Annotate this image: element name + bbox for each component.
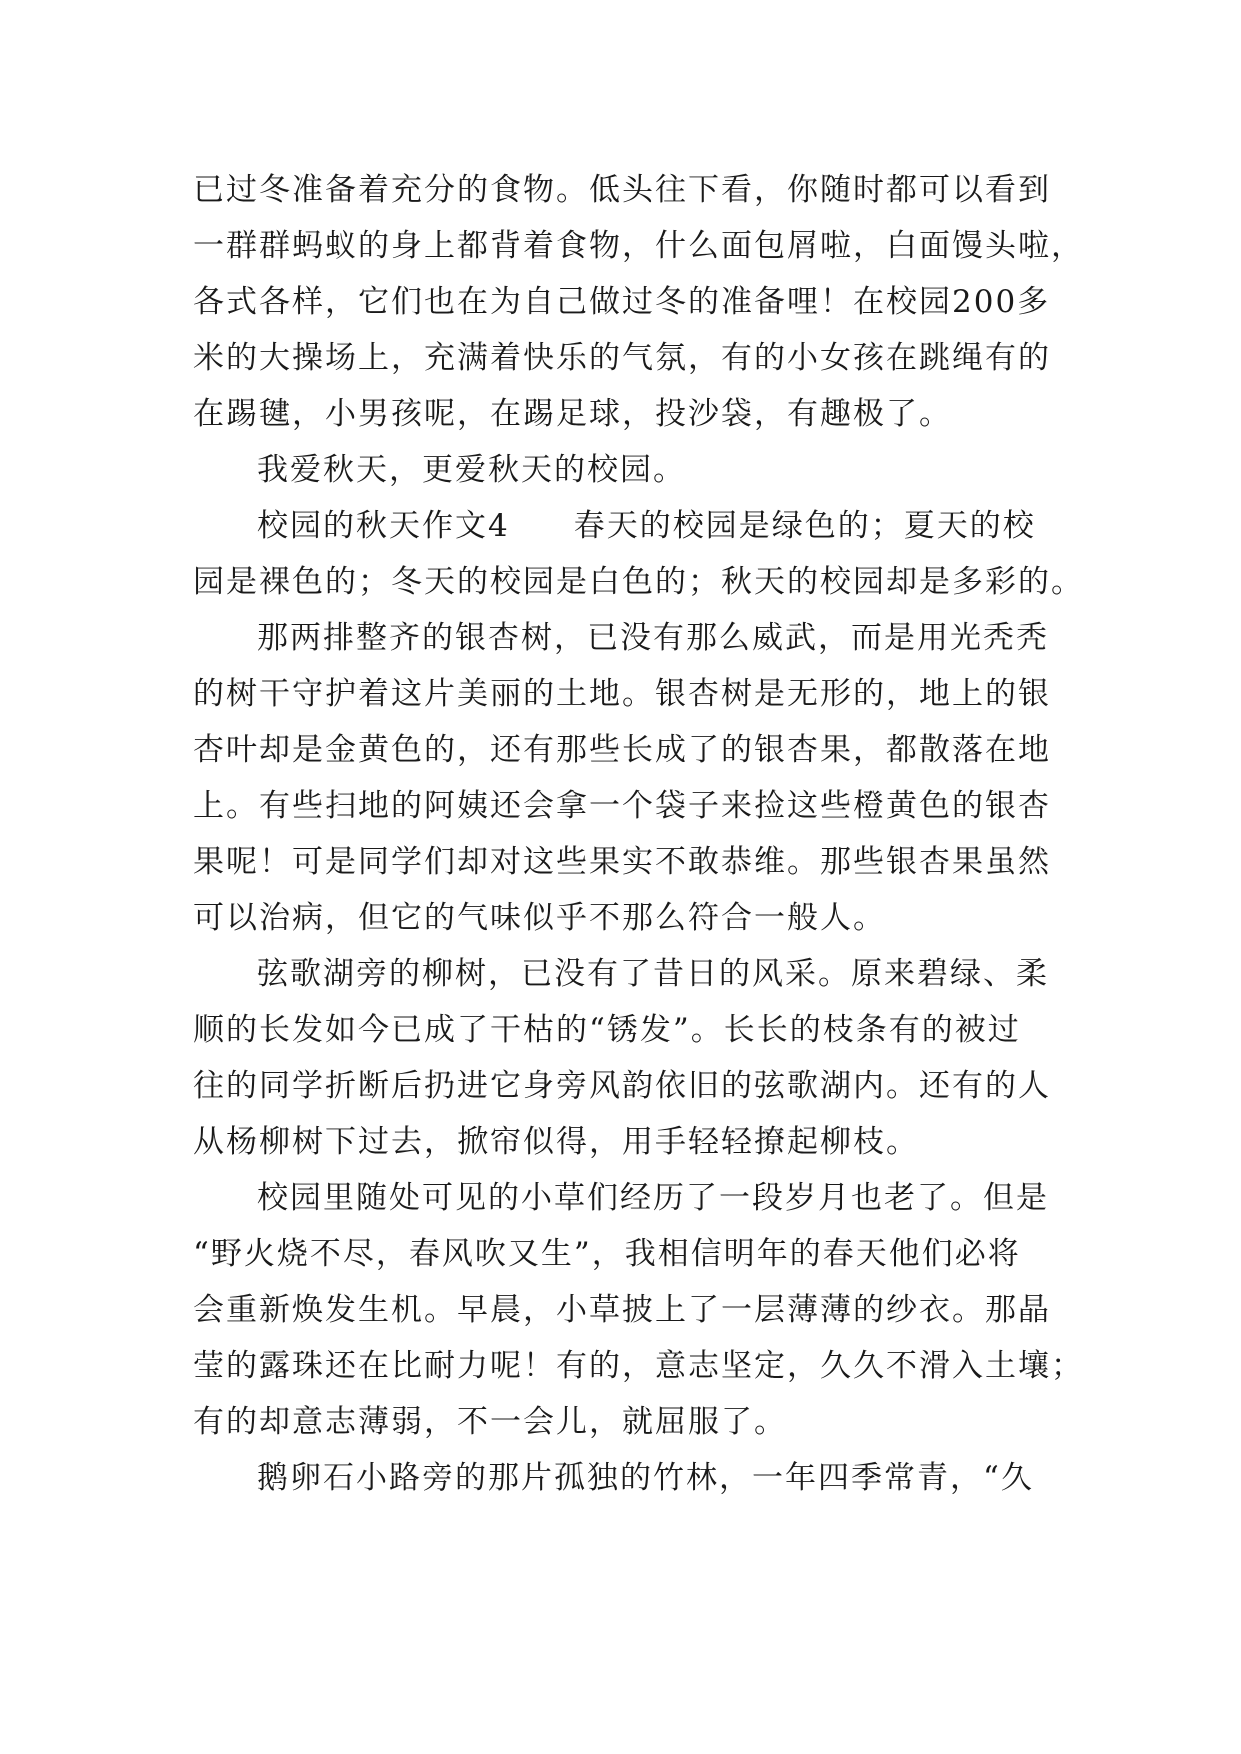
essay-title: 校园的秋天作文4 (257, 508, 510, 544)
text-line: 上。有些扫地的阿姨还会拿一个袋子来捡这些橙黄色的银杏 (193, 788, 1051, 824)
text-line: 在踢毽，小男孩呢，在踢足球，投沙袋，有趣极了。 (193, 396, 952, 432)
text-line: 园是裸色的；冬天的校园是白色的；秋天的校园却是多彩的。 (193, 564, 1084, 600)
text-line: 一群群蚂蚁的身上都背着食物，什么面包屑啦，白面馒头啦， (193, 228, 1084, 264)
text-line: 顺的长发如今已成了干枯的“锈发”。长长的枝条有的被过 (193, 1012, 1021, 1048)
text-line: 我爱秋天，更爱秋天的校园。 (257, 452, 686, 488)
essay-title-line (193, 498, 1048, 554)
text-line: 已过冬准备着充分的食物。低头往下看，你随时都可以看到 (193, 172, 1051, 208)
text-line: 会重新焕发生机。早晨，小草披上了一层薄薄的纱衣。那晶 (193, 1292, 1051, 1328)
text-line: 弦歌湖旁的柳树，已没有了昔日的风采。原来碧绿、柔 (257, 956, 1049, 992)
text-line: 校园里随处可见的小草们经历了一段岁月也老了。但是 (257, 1180, 1049, 1216)
text-line: 杏叶却是金黄色的，还有那些长成了的银杏果，都散落在地 (193, 732, 1051, 768)
text-line: 的树干守护着这片美丽的土地。银杏树是无形的，地上的银 (193, 676, 1051, 712)
text-line: 从杨柳树下过去，掀帘似得，用手轻轻撩起柳枝。 (193, 1124, 919, 1160)
text-line: 可以治病，但它的气味似乎不那么符合一般人。 (193, 900, 886, 936)
text-line: 有的却意志薄弱，不一会儿，就屈服了。 (193, 1404, 787, 1440)
text-line: 果呢！可是同学们却对这些果实不敢恭维。那些银杏果虽然 (193, 844, 1051, 880)
text-line: 各式各样，它们也在为自己做过冬的准备哩！在校园200多 (193, 284, 1051, 320)
text-line: 往的同学折断后扔进它身旁风韵依旧的弦歌湖内。还有的人 (193, 1068, 1051, 1104)
text-line: “野火烧不尽，春风吹又生”，我相信明年的春天他们必将 (193, 1236, 1021, 1272)
text-line: 莹的露珠还在比耐力呢！有的，意志坚定，久久不滑入土壤； (193, 1348, 1084, 1384)
text-line: 春天的校园是绿色的；夏天的校 (573, 508, 1036, 544)
document-page (193, 162, 1084, 1506)
text-line: 鹅卵石小路旁的那片孤独的竹林，一年四季常青，“久 (257, 1460, 1034, 1496)
text-line: 那两排整齐的银杏树，已没有那么威武，而是用光秃秃 (257, 620, 1049, 656)
text-line: 米的大操场上，充满着快乐的气氛，有的小女孩在跳绳有的 (193, 340, 1051, 376)
